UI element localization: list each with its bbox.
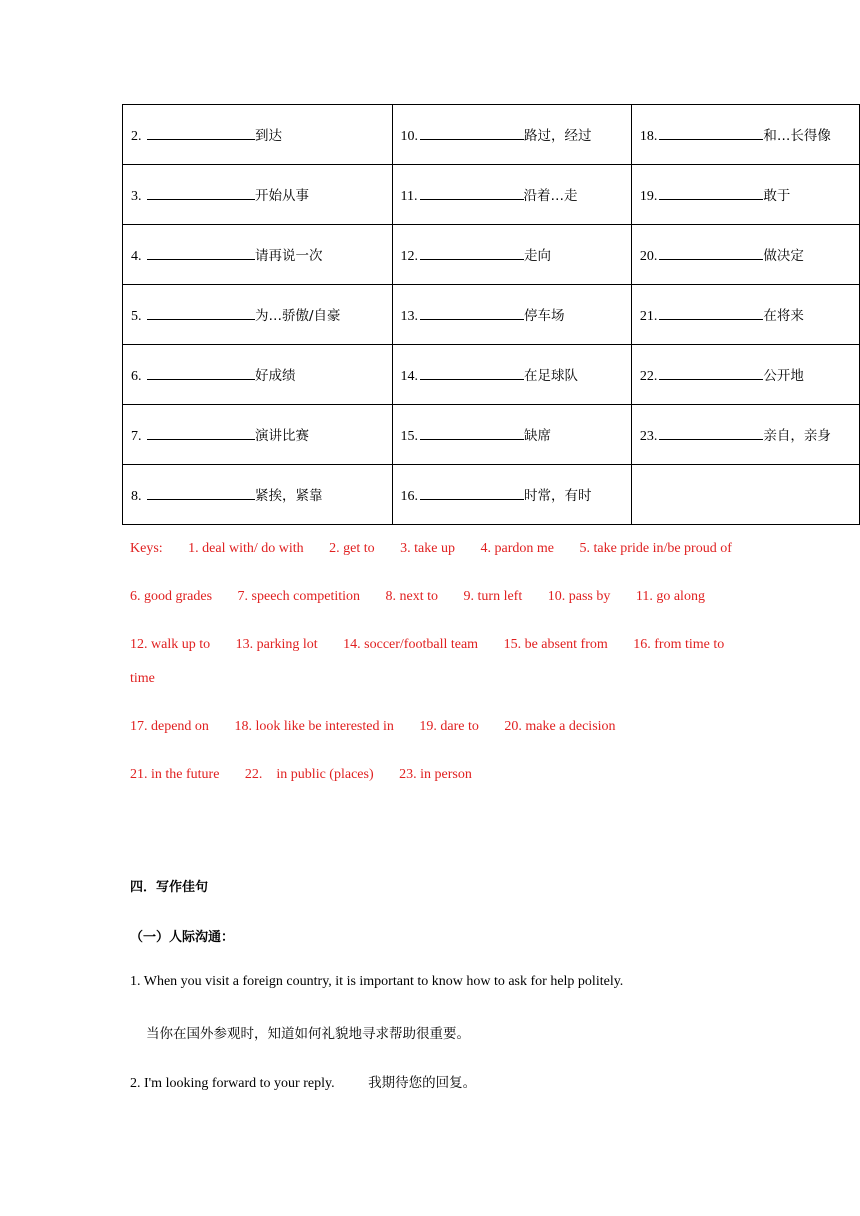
- answer-blank[interactable]: [420, 427, 524, 440]
- answer-blank[interactable]: [659, 367, 763, 380]
- vocab-cell: [392, 105, 631, 165]
- sentence-2-english: 2. I'm looking forward to your reply.: [130, 1076, 335, 1091]
- item-number: 20.: [639, 249, 658, 264]
- answer-keys: [130, 532, 740, 806]
- vocab-cell: [631, 165, 859, 225]
- key-item: 17. depend on: [130, 719, 209, 734]
- table-row: [123, 405, 860, 465]
- key-item: 4. pardon me: [480, 541, 554, 556]
- answer-blank[interactable]: [147, 427, 255, 440]
- answer-blank[interactable]: [420, 367, 524, 380]
- key-item: 6. good grades: [130, 589, 213, 604]
- chinese-meaning: 亲自，亲身: [763, 428, 831, 444]
- item-number: 15.: [400, 429, 419, 444]
- key-item: 8. next to: [385, 589, 439, 604]
- key-item: 10. pass by: [547, 589, 611, 604]
- table-row: [123, 345, 860, 405]
- key-item: 20. make a decision: [504, 719, 616, 734]
- answer-blank[interactable]: [420, 247, 524, 260]
- key-item: 7. speech competition: [237, 589, 361, 604]
- vocab-cell: [631, 105, 859, 165]
- vocab-cell: [631, 465, 859, 525]
- sentence-1-english: 1. When you visit a foreign country, it is important to know how to ask for help politely.: [130, 974, 624, 989]
- item-number: 14.: [400, 369, 419, 384]
- key-item: 9. turn left: [463, 589, 523, 604]
- chinese-meaning: 缺席: [524, 428, 552, 444]
- key-item: 13. parking lot: [235, 637, 318, 652]
- item-number: 2.: [131, 129, 142, 144]
- table-row: [123, 165, 860, 225]
- vocab-cell: [123, 225, 393, 285]
- item-number: 18.: [639, 129, 658, 144]
- vocab-cell: [631, 345, 859, 405]
- item-number: 12.: [400, 249, 419, 264]
- chinese-meaning: 沿着…走: [523, 188, 578, 204]
- keys-label: Keys:: [130, 541, 163, 556]
- table-row: [123, 465, 860, 525]
- vocab-cell: [392, 405, 631, 465]
- chinese-meaning: 公开地: [763, 368, 804, 384]
- chinese-meaning: 好成绩: [255, 368, 296, 384]
- item-number: 8.: [131, 489, 142, 504]
- key-item: 14. soccer/football team: [343, 637, 479, 652]
- vocab-cell: [392, 285, 631, 345]
- item-number: 19.: [639, 189, 658, 204]
- key-item: 2. get to: [329, 541, 375, 556]
- answer-blank[interactable]: [147, 487, 255, 500]
- answer-blank[interactable]: [147, 187, 255, 200]
- vocab-cell: [392, 345, 631, 405]
- item-number: 21.: [639, 309, 658, 324]
- chinese-meaning: 时常，有时: [524, 488, 592, 504]
- answer-blank[interactable]: [147, 307, 255, 320]
- key-item: 23. in person: [399, 767, 472, 782]
- item-number: 13.: [400, 309, 419, 324]
- key-item: 21. in the future: [130, 767, 220, 782]
- keys-line-4: [130, 710, 740, 744]
- vocab-cell: [631, 225, 859, 285]
- key-item: 12. walk up to: [130, 637, 211, 652]
- answer-blank[interactable]: [147, 367, 255, 380]
- answer-blank[interactable]: [659, 247, 763, 260]
- answer-blank[interactable]: [420, 487, 524, 500]
- key-item: 1. deal with/ do with: [188, 541, 304, 556]
- vocab-cell: [123, 345, 393, 405]
- key-item: 22. in public (places): [244, 767, 374, 782]
- item-number: 22.: [639, 369, 658, 384]
- item-number: 3.: [131, 189, 142, 204]
- vocab-cell: [123, 165, 393, 225]
- answer-blank[interactable]: [420, 187, 524, 200]
- sentence-2-chinese: 我期待您的回复。: [368, 1075, 477, 1091]
- key-item: 11. go along: [635, 589, 705, 604]
- table-row: [123, 285, 860, 345]
- item-number: 6.: [131, 369, 142, 384]
- table-row: [123, 225, 860, 285]
- item-number: 4.: [131, 249, 142, 264]
- vocab-cell: [392, 465, 631, 525]
- chinese-meaning: 请再说一次: [255, 248, 323, 264]
- table-row: [123, 105, 860, 165]
- key-item: 19. dare to: [419, 719, 479, 734]
- answer-blank[interactable]: [147, 127, 255, 140]
- answer-blank[interactable]: [420, 127, 524, 140]
- key-item: 5. take pride in/be proud of: [579, 541, 732, 556]
- chinese-meaning: 路过，经过: [524, 128, 592, 144]
- item-number: 7.: [131, 429, 142, 444]
- vocab-table: [122, 104, 860, 525]
- answer-blank[interactable]: [659, 307, 763, 320]
- vocab-cell: [123, 405, 393, 465]
- answer-blank[interactable]: [659, 187, 763, 200]
- chinese-meaning: 紧挨，紧靠: [255, 488, 323, 504]
- vocab-cell: [392, 225, 631, 285]
- vocab-cell: [123, 105, 393, 165]
- chinese-meaning: 敢于: [763, 188, 791, 204]
- vocab-cell: [123, 465, 393, 525]
- keys-line-1: [130, 532, 740, 566]
- answer-blank[interactable]: [147, 247, 255, 260]
- item-number: 16.: [400, 489, 419, 504]
- writing-subheading: （一）人际沟通：: [130, 930, 235, 945]
- chinese-meaning: 停车场: [524, 308, 565, 324]
- answer-blank[interactable]: [420, 307, 524, 320]
- vocab-cell: [392, 165, 631, 225]
- chinese-meaning: 在将来: [763, 308, 804, 324]
- chinese-meaning: 和…长得像: [763, 128, 831, 144]
- item-number: 5.: [131, 309, 142, 324]
- vocab-cell: [631, 285, 859, 345]
- keys-line-2: [130, 580, 740, 614]
- key-item: 16. from time to time: [130, 637, 725, 686]
- item-number: 23.: [639, 429, 658, 444]
- key-item: 18. look like be interested in: [234, 719, 394, 734]
- chinese-meaning: 做决定: [763, 248, 804, 264]
- chinese-meaning: 开始从事: [255, 188, 309, 204]
- answer-blank[interactable]: [659, 427, 763, 440]
- sentence-1-chinese: 当你在国外参观时，知道如何礼貌地寻求帮助很重要。: [146, 1026, 470, 1042]
- chinese-meaning: 为…骄傲/自豪: [255, 308, 341, 324]
- key-item: 15. be absent from: [503, 637, 608, 652]
- chinese-meaning: 在足球队: [524, 368, 579, 384]
- item-number: 10.: [400, 129, 419, 144]
- writing-heading: 四．写作佳句: [130, 880, 209, 895]
- chinese-meaning: 走向: [524, 248, 552, 264]
- sentence-2: [130, 1071, 476, 1092]
- keys-line-3: [130, 628, 740, 696]
- item-number: 11.: [400, 189, 418, 204]
- answer-blank[interactable]: [659, 127, 763, 140]
- keys-line-5: [130, 758, 740, 792]
- vocab-cell: [123, 285, 393, 345]
- vocab-cell: [631, 405, 859, 465]
- chinese-meaning: 到达: [255, 128, 282, 144]
- key-item: 3. take up: [400, 541, 455, 556]
- chinese-meaning: 演讲比赛: [255, 428, 309, 444]
